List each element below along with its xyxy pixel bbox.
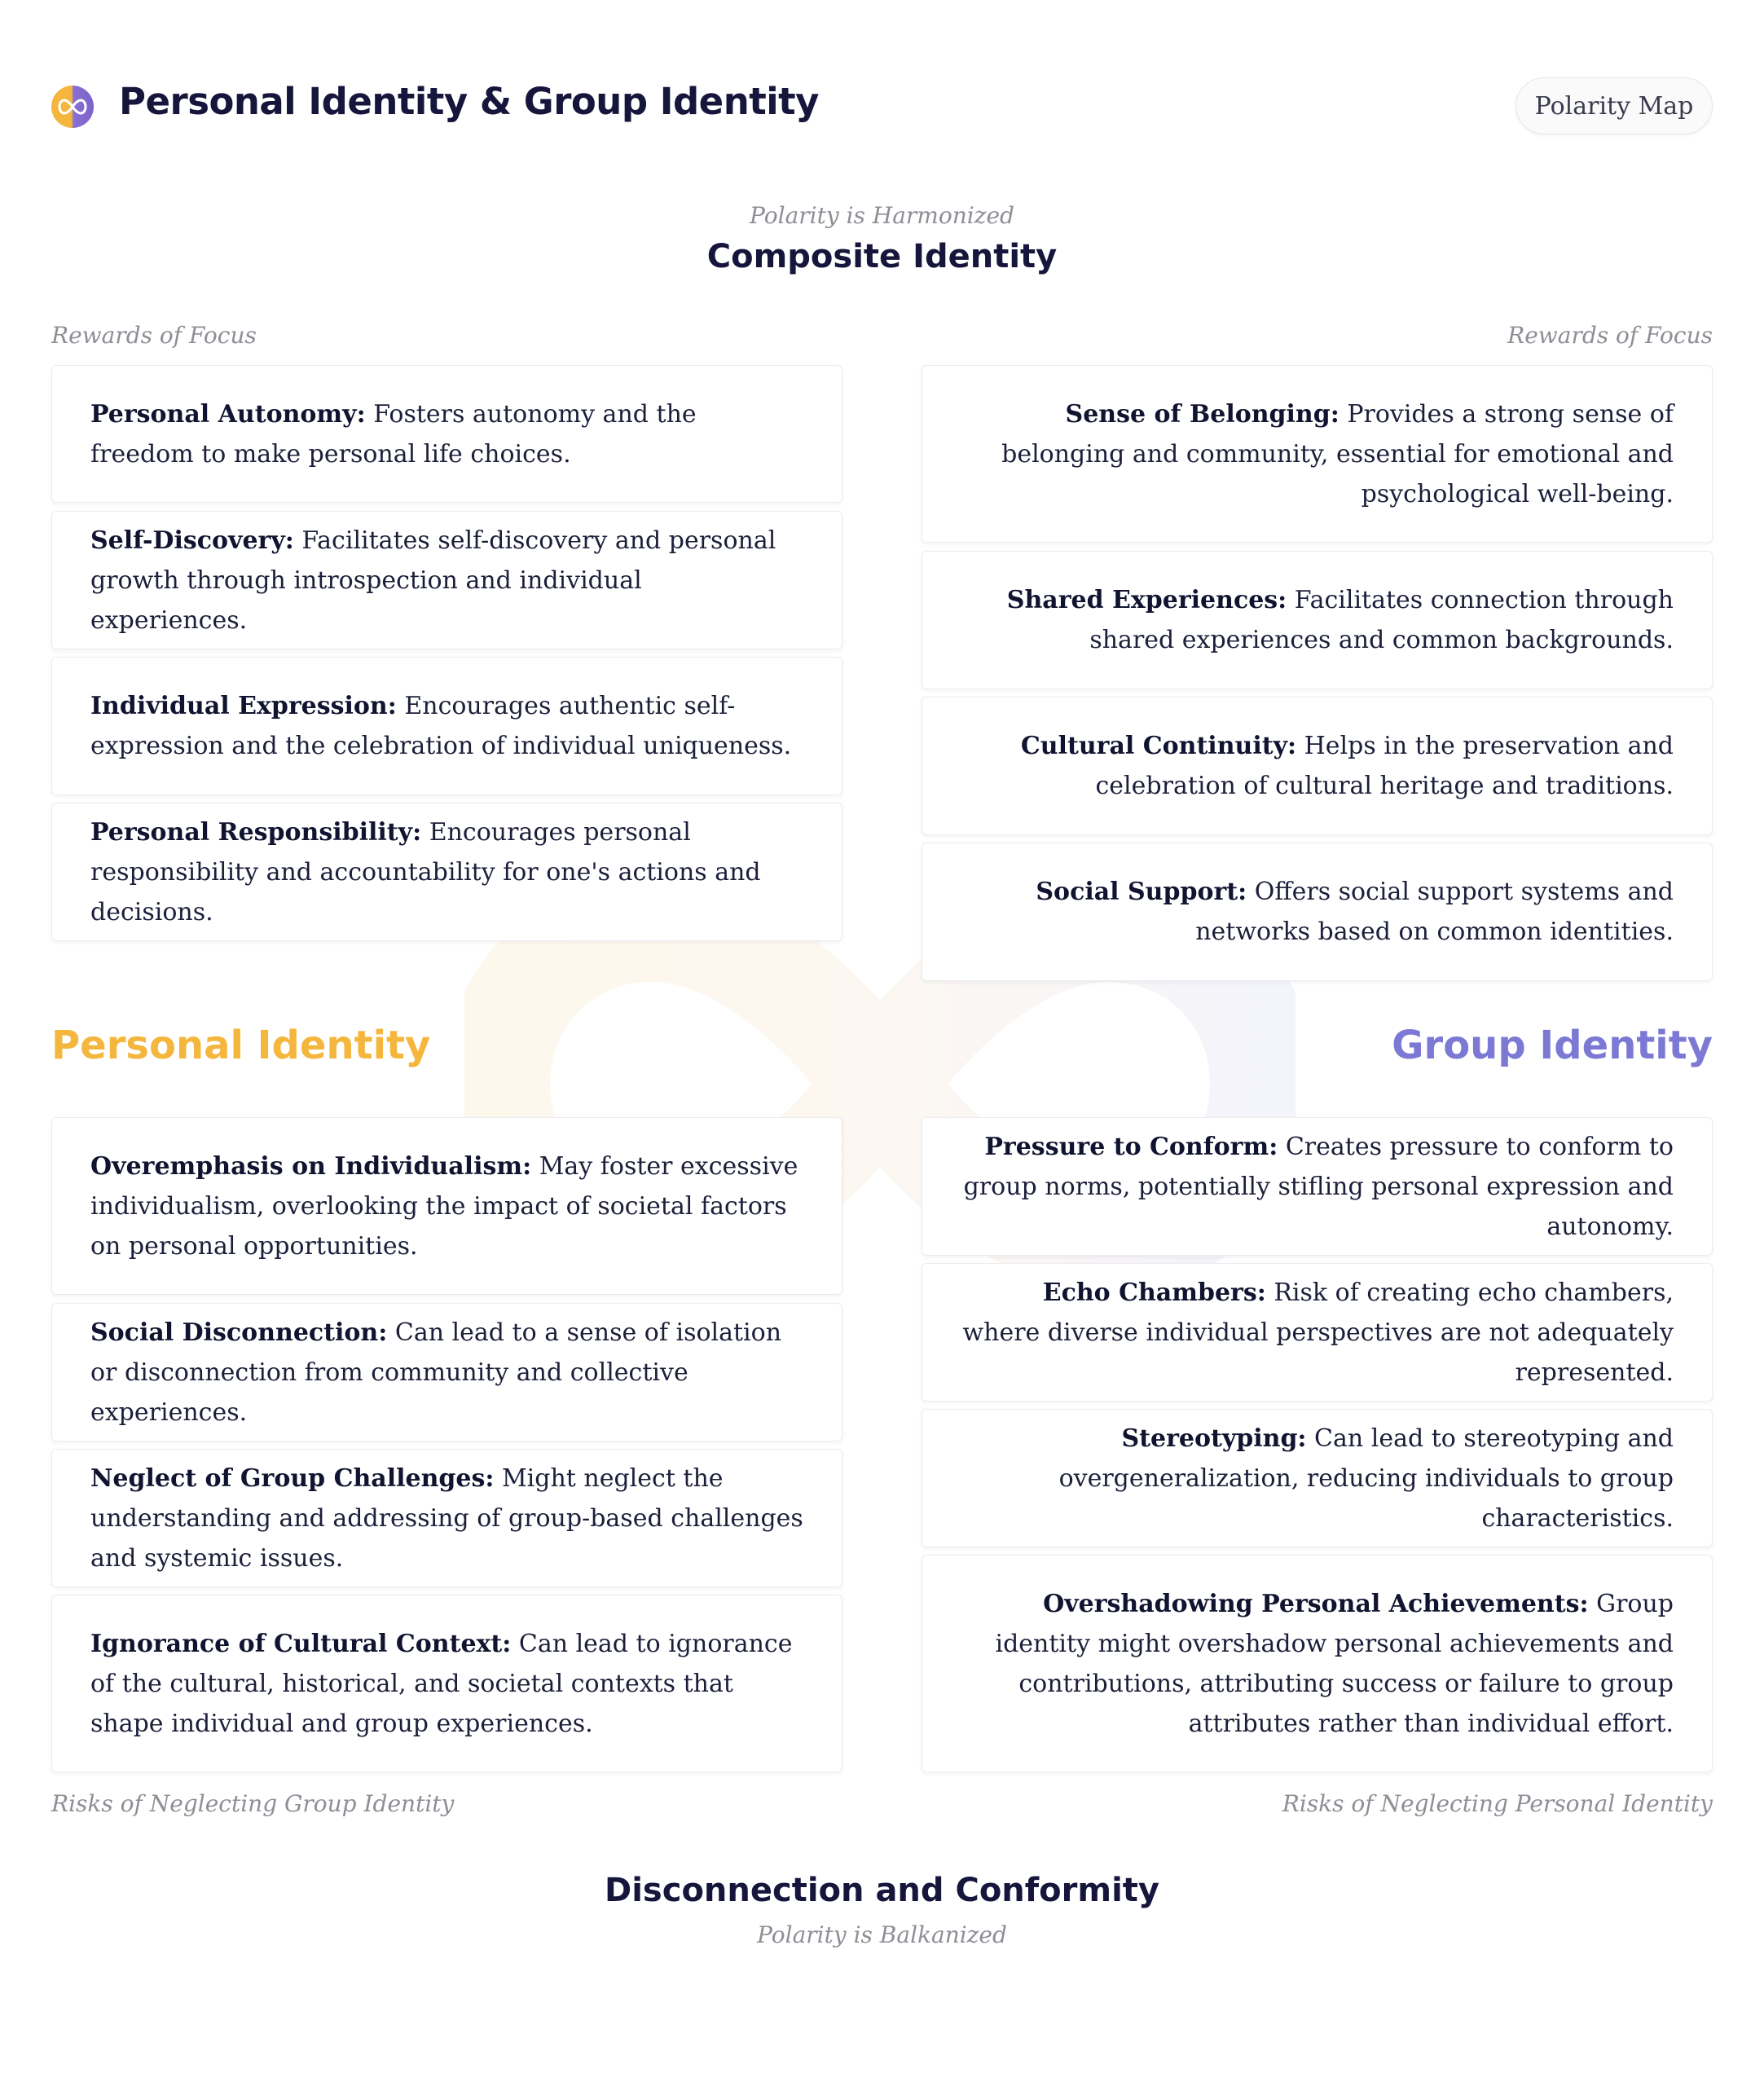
card-text: May foster excessive individualism, overlooking the impact of societal factors on personal opportunities. xyxy=(90,1151,798,1261)
card-term: Social Support: xyxy=(1036,878,1247,906)
card-term: Pressure to Conform: xyxy=(984,1132,1278,1161)
card-term: Ignorance of Cultural Context: xyxy=(90,1629,512,1658)
card-term: Shared Experiences: xyxy=(1006,586,1287,614)
balkanized-block xyxy=(0,1921,1764,1948)
reward-card-sense-of-belonging xyxy=(922,365,1713,543)
reward-card-individual-expression xyxy=(51,657,842,795)
rewards-label-right: Rewards of Focus xyxy=(1507,322,1713,349)
card-text: Offers social support systems and networks based on common identities. xyxy=(1195,878,1674,946)
card-text: Facilitates connection through shared experiences and common backgrounds. xyxy=(1089,586,1674,654)
risk-card-stereotyping xyxy=(922,1409,1713,1547)
card-text: Helps in the preservation and celebration of cultural heritage and traditions. xyxy=(1095,732,1674,800)
card-term: Self-Discovery: xyxy=(90,526,294,555)
personal-identity-title: Personal Identity xyxy=(51,1023,431,1068)
card-text: Encourages personal responsibility and accountability for one's actions and decisions. xyxy=(90,817,761,926)
harmonized-block xyxy=(0,202,1764,229)
reward-card-cultural-continuity xyxy=(922,697,1713,835)
risk-card-pressure-to-conform xyxy=(922,1117,1713,1256)
risk-card-echo-chambers xyxy=(922,1263,1713,1402)
balkanized-subtitle: Polarity is Balkanized xyxy=(757,1921,1007,1948)
risk-card-ignorance-cultural-context xyxy=(51,1595,842,1772)
card-term: Overemphasis on Individualism: xyxy=(90,1151,532,1181)
card-term: Overshadowing Personal Achievements: xyxy=(1043,1589,1589,1618)
card-term: Social Disconnection: xyxy=(90,1318,388,1347)
card-text: Risk of creating echo chambers, where diverse individual perspectives are not adequately represented. xyxy=(962,1278,1674,1387)
risk-card-overemphasis-individualism xyxy=(51,1117,842,1295)
disconnection-conformity-title: Disconnection and Conformity xyxy=(605,1872,1159,1909)
reward-card-social-support xyxy=(922,843,1713,981)
page-title: Personal Identity & Group Identity xyxy=(119,80,820,123)
card-text: Can lead to ignorance of the cultural, historical, and societal contexts that shape individual and group experiences. xyxy=(90,1629,793,1738)
reward-card-personal-autonomy xyxy=(51,365,842,503)
risks-label-left: Risks of Neglecting Group Identity xyxy=(51,1790,455,1817)
card-term: Cultural Continuity: xyxy=(1020,732,1297,760)
composite-identity-title: Composite Identity xyxy=(706,238,1058,275)
infinity-logo-icon xyxy=(51,86,94,128)
composite-title-block xyxy=(0,238,1764,275)
card-term: Individual Expression: xyxy=(90,692,397,720)
card-text: Group identity might overshadow personal achievements and contributions, attributing success or failure to group attributes rather than individual effort. xyxy=(995,1589,1674,1738)
card-term: Echo Chambers: xyxy=(1042,1278,1266,1307)
group-identity-title: Group Identity xyxy=(1392,1023,1713,1068)
polarity-map-badge[interactable]: Polarity Map xyxy=(1515,77,1713,134)
card-text: Facilitates self-discovery and personal growth through introspection and individual experiences. xyxy=(90,526,776,635)
card-text: Creates pressure to conform to group norms, potentially stifling personal expression and autonomy. xyxy=(963,1132,1674,1241)
reward-card-self-discovery xyxy=(51,511,842,649)
disconnection-title-block xyxy=(0,1872,1764,1909)
risk-card-neglect-group-challenges xyxy=(51,1449,842,1587)
card-term: Personal Responsibility: xyxy=(90,817,422,847)
card-text: Can lead to a sense of isolation or disconnection from community and collective experiences. xyxy=(90,1318,782,1427)
card-text: Encourages authentic self-expression and the celebration of individual uniqueness. xyxy=(90,692,792,760)
harmonized-subtitle: Polarity is Harmonized xyxy=(750,202,1014,229)
risk-card-overshadowing-achievements xyxy=(922,1555,1713,1772)
reward-card-shared-experiences xyxy=(922,551,1713,689)
card-term: Neglect of Group Challenges: xyxy=(90,1463,495,1493)
reward-card-personal-responsibility xyxy=(51,803,842,941)
risk-card-social-disconnection xyxy=(51,1303,842,1441)
card-term: Personal Autonomy: xyxy=(90,399,366,429)
card-term: Stereotyping: xyxy=(1121,1424,1307,1453)
card-text: Might neglect the understanding and addressing of group-based challenges and systemic issues. xyxy=(90,1463,803,1573)
card-text: Provides a strong sense of belonging and community, essential for emotional and psychological well-being. xyxy=(1001,399,1674,508)
card-term: Sense of Belonging: xyxy=(1065,399,1339,429)
card-text: Fosters autonomy and the freedom to make personal life choices. xyxy=(90,399,697,469)
card-text: Can lead to stereotyping and overgeneralization, reducing individuals to group characteristics. xyxy=(1058,1424,1674,1533)
risks-label-right: Risks of Neglecting Personal Identity xyxy=(1282,1790,1713,1817)
header xyxy=(51,72,1713,140)
rewards-label-left: Rewards of Focus xyxy=(51,322,257,349)
